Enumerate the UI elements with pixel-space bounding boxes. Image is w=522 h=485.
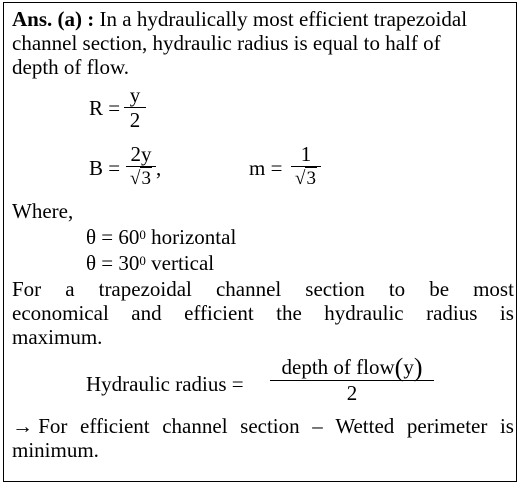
conclusion-line-2: minimum. — [12, 438, 99, 462]
paren-close: ) — [413, 353, 423, 382]
word: channel — [162, 414, 228, 438]
word: is — [499, 301, 514, 325]
word: efficient — [80, 414, 150, 438]
para2-line-1 — [12, 277, 514, 301]
word: is — [499, 414, 514, 438]
word: most — [473, 277, 514, 301]
word: → For — [12, 414, 68, 438]
sqrt-icon: √ — [130, 168, 141, 189]
word: to — [388, 277, 406, 301]
theta-1-value: θ = 60 — [86, 225, 140, 249]
formula-hr-numerator-text: depth of flow — [281, 355, 395, 379]
word: a — [65, 277, 75, 301]
formula-hr-numerator — [270, 353, 434, 382]
word: For — [12, 277, 42, 301]
word: radius — [426, 301, 478, 325]
formula-r-numerator: y — [129, 83, 141, 107]
paren-open: ( — [394, 353, 404, 382]
para2-line-2 — [12, 301, 514, 325]
formula-m-lhs: m = — [249, 156, 283, 180]
word: the — [276, 301, 302, 325]
theta-2-value: θ = 30 — [86, 251, 140, 275]
answer-label: Ans. (a) : — [12, 7, 95, 31]
para2-line-3: maximum. — [12, 325, 103, 349]
sqrt-icon: √ — [295, 168, 306, 189]
formula-b-radicand: 3 — [141, 168, 151, 189]
where-label: Where, — [12, 199, 74, 223]
formula-b-lhs: B = — [89, 156, 121, 180]
word: – — [312, 414, 323, 438]
word: hydraulic — [324, 301, 404, 325]
word: section — [240, 414, 300, 438]
answer-line-3: depth of flow. — [12, 55, 130, 79]
formula-hr-lhs: Hydraulic radius = — [86, 372, 244, 396]
formula-m-denominator — [291, 168, 321, 190]
formula-r-lhs: R = — [89, 96, 121, 120]
word: Wetted — [335, 414, 395, 438]
formula-hr-denominator: 2 — [346, 381, 358, 405]
word: section — [305, 277, 365, 301]
word: perimeter — [406, 414, 488, 438]
formula-m-fraction — [291, 143, 321, 190]
formula-hr-variable: y — [403, 355, 414, 379]
degree-sup: 0 — [139, 227, 146, 242]
formula-b-fraction — [126, 143, 156, 190]
theta-vertical — [86, 251, 214, 275]
word: trapezoidal — [98, 277, 192, 301]
formula-r-denominator: 2 — [129, 108, 141, 132]
theta-1-label: horizontal — [145, 225, 237, 249]
formula-m-radicand: 3 — [306, 168, 316, 189]
formula-m-numerator: 1 — [300, 142, 312, 166]
word: economical — [12, 301, 109, 325]
conclusion-line-1 — [12, 414, 514, 438]
degree-sup: 0 — [139, 253, 146, 268]
formula-b-numerator: 2y — [130, 142, 152, 166]
theta-horizontal — [86, 225, 236, 249]
formula-r-fraction — [124, 84, 146, 131]
theta-2-label: vertical — [145, 251, 215, 275]
formula-hr-fraction — [270, 353, 434, 405]
answer-line-1 — [12, 7, 467, 31]
answer-intro-text: In a hydraulically most efficient trapezoidal — [99, 7, 468, 31]
word: efficient — [184, 301, 254, 325]
formula-b-denominator — [126, 168, 156, 190]
word: and — [131, 301, 162, 325]
word: be — [429, 277, 450, 301]
word: channel — [215, 277, 282, 301]
formula-b-comma: , — [156, 156, 162, 180]
answer-line-2: channel section, hydraulic radius is equal to half of — [12, 31, 441, 55]
